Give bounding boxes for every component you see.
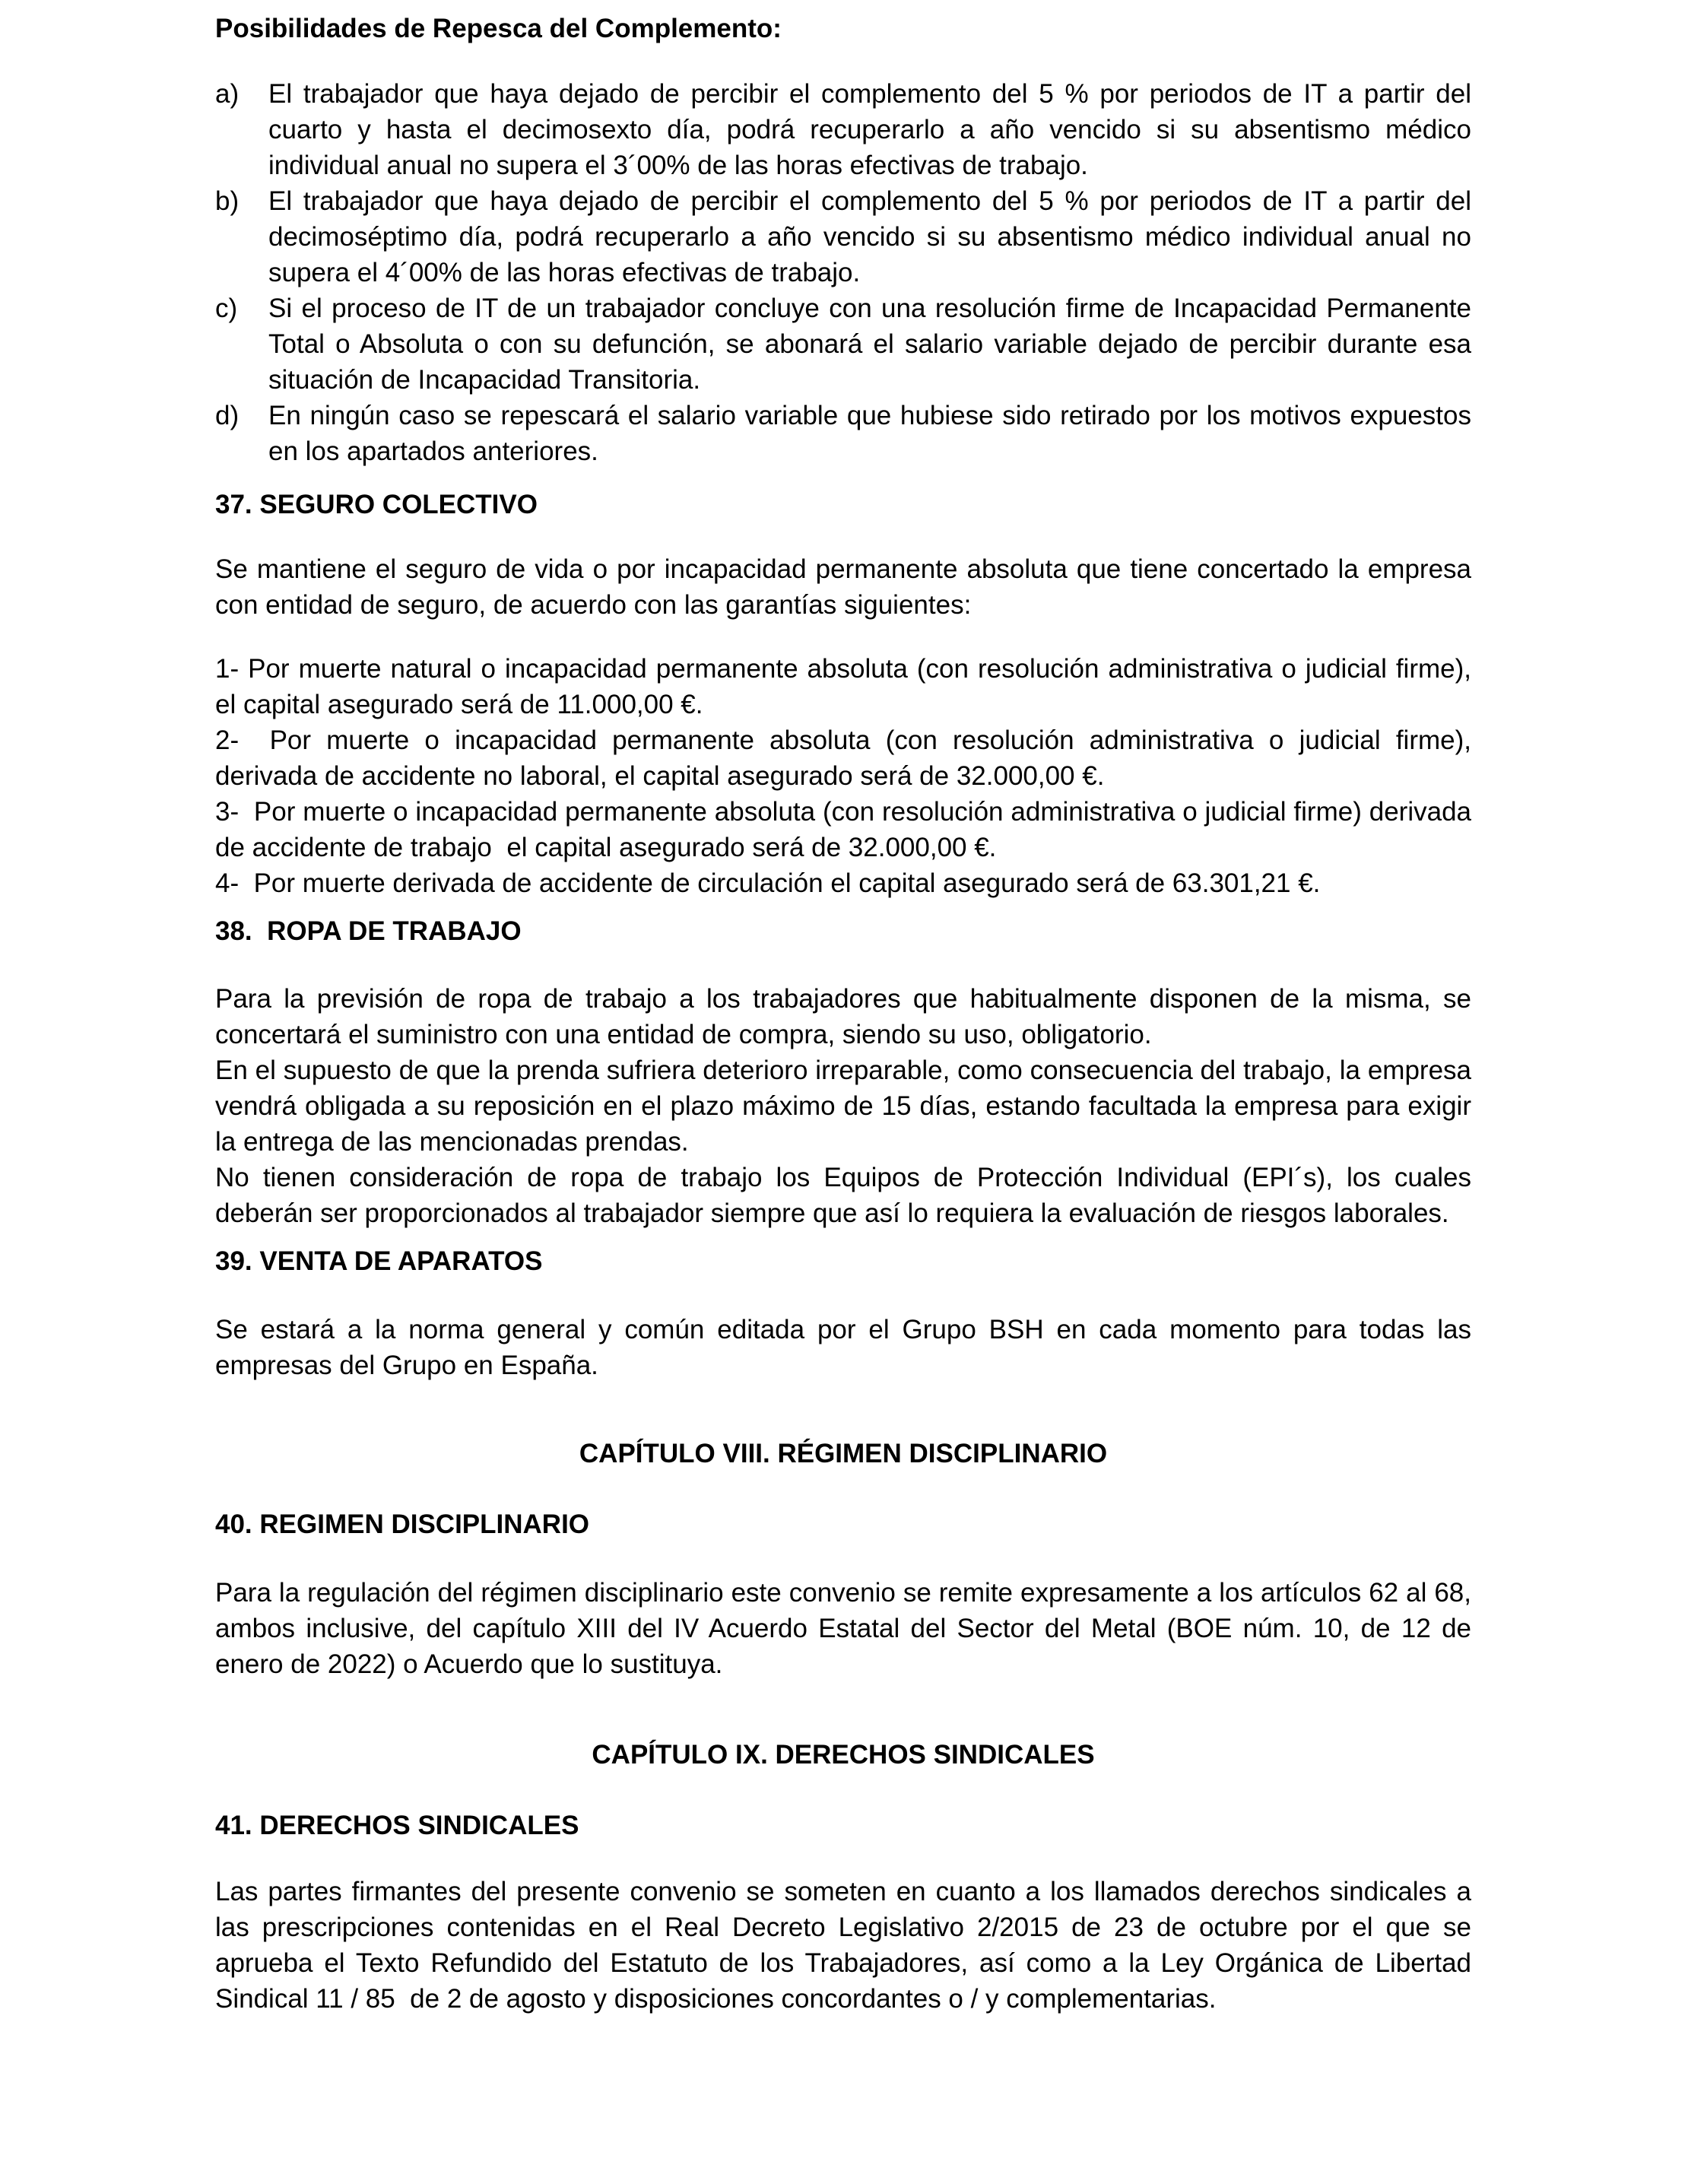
section-heading-38: 38. ROPA DE TRABAJO (215, 916, 522, 946)
list-item: 1- Por muerte natural o incapacidad permanente absoluta (con resolución administrativa o judicial firme), el capital asegurado será de 11.000,00 €. (215, 654, 1479, 719)
list-item (215, 290, 1479, 398)
paragraph-seguro-intro: Se mantiene el seguro de vida o por incapacidad permanente absoluta que tiene concertado la empresa con entidad de seguro, de acuerdo con las garantías siguientes: (215, 554, 1479, 620)
paragraph-venta: Se estará a la norma general y común editada por el Grupo BSH en cada momento para todas las empresas del Grupo en España. (215, 1315, 1479, 1380)
section-heading-39: 39. VENTA DE APARATOS (215, 1246, 543, 1276)
document-title: Posibilidades de Repesca del Complemento: (215, 14, 782, 43)
paragraph-regimen: Para la regulación del régimen disciplinario este convenio se remite expresamente a los artículos 62 al 68, ambos inclusive, del capítulo XIII del IV Acuerdo Estatal del Sector del Metal (BOE núm. 10, de 12 de enero de 2022) o Acuerdo que lo sustituya. (215, 1578, 1479, 1679)
list-item-text: En ningún caso se repescará el salario variable que hubiese sido retirado por los motivos expuestos en los apartados anteriores. (268, 401, 1479, 466)
paragraph-sindical: Las partes firmantes del presente convenio se someten en cuanto a los llamados derechos sindicales a las prescripciones contenidas en el Real Decreto Legislativo 2/2015 de 23 de octubre por el que se aprueba el Texto Refundido del Estatuto de los Trabajadores, así como a la Ley Orgánica de Libertad Sindical 11 / 85 de 2 de agosto y disposiciones concordantes o / y complementarias. (215, 1877, 1479, 2014)
list-item (215, 398, 1479, 469)
repesca-list (215, 76, 1479, 469)
document-body (215, 11, 1479, 2017)
list-item-text: El trabajador que haya dejado de percibir el complemento del 5 % por periodos de IT a partir del cuarto y hasta el decimosexto día, podrá recuperarlo a año vencido si su absentismo médico individual anual no supera el 3´00% de las horas efectivas de trabajo. (268, 79, 1479, 180)
list-item-label: d) (215, 401, 240, 430)
section-heading-40: 40. REGIMEN DISCIPLINARIO (215, 1509, 590, 1539)
list-item: 4- Por muerte derivada de accidente de circulación el capital asegurado será de 63.301,21 €. (215, 868, 1321, 898)
section-heading-37: 37. SEGURO COLECTIVO (215, 490, 538, 519)
list-item: 3- Por muerte o incapacidad permanente absoluta (con resolución administrativa o judicial firme) derivada de accidente de trabajo el capital asegurado será de 32.000,00 €. (215, 797, 1479, 862)
list-item-text: El trabajador que haya dejado de percibir el complemento del 5 % por periodos de IT a partir del decimoséptimo día, podrá recuperarlo a año vencido si su absentismo médico individual anual no supera el 4´00% de las horas efectivas de trabajo. (268, 186, 1479, 287)
paragraph: No tienen consideración de ropa de trabajo los Equipos de Protección Individual (EPI´s), los cuales deberán ser proporcionados al trabajador siempre que así lo requiera la evaluación de riesgos laborales. (215, 1163, 1479, 1228)
ropa-paragraphs (215, 981, 1479, 1231)
list-item (215, 183, 1479, 290)
paragraph: En el supuesto de que la prenda sufriera deterioro irreparable, como consecuencia del trabajo, la empresa vendrá obligada a su reposición en el plazo máximo de 15 días, estando facultada la empresa para exigir la entrega de las mencionadas prendas. (215, 1055, 1479, 1157)
list-item (215, 76, 1479, 183)
list-item-label: c) (215, 294, 238, 323)
list-item-label: b) (215, 186, 240, 216)
list-item-text: Si el proceso de IT de un trabajador concluye con una resolución firme de Incapacidad Permanente Total o Absoluta o con su defunción, se abonará el salario variable dejado de percibir durante esa situación de Incapacidad Transitoria. (268, 294, 1479, 395)
seguro-items (215, 651, 1479, 901)
chapter-heading-ix: CAPÍTULO IX. DERECHOS SINDICALES (592, 1740, 1095, 1770)
paragraph: Para la previsión de ropa de trabajo a los trabajadores que habitualmente disponen de la misma, se concertará el suministro con una entidad de compra, siendo su uso, obligatorio. (215, 984, 1479, 1049)
list-item-label: a) (215, 79, 240, 109)
section-heading-41: 41. DERECHOS SINDICALES (215, 1811, 579, 1840)
chapter-heading-viii: CAPÍTULO VIII. RÉGIMEN DISCIPLINARIO (579, 1439, 1108, 1468)
list-item: 2- Por muerte o incapacidad permanente absoluta (con resolución administrativa o judicial firme), derivada de accidente no laboral, el capital asegurado será de 32.000,00 €. (215, 725, 1479, 791)
